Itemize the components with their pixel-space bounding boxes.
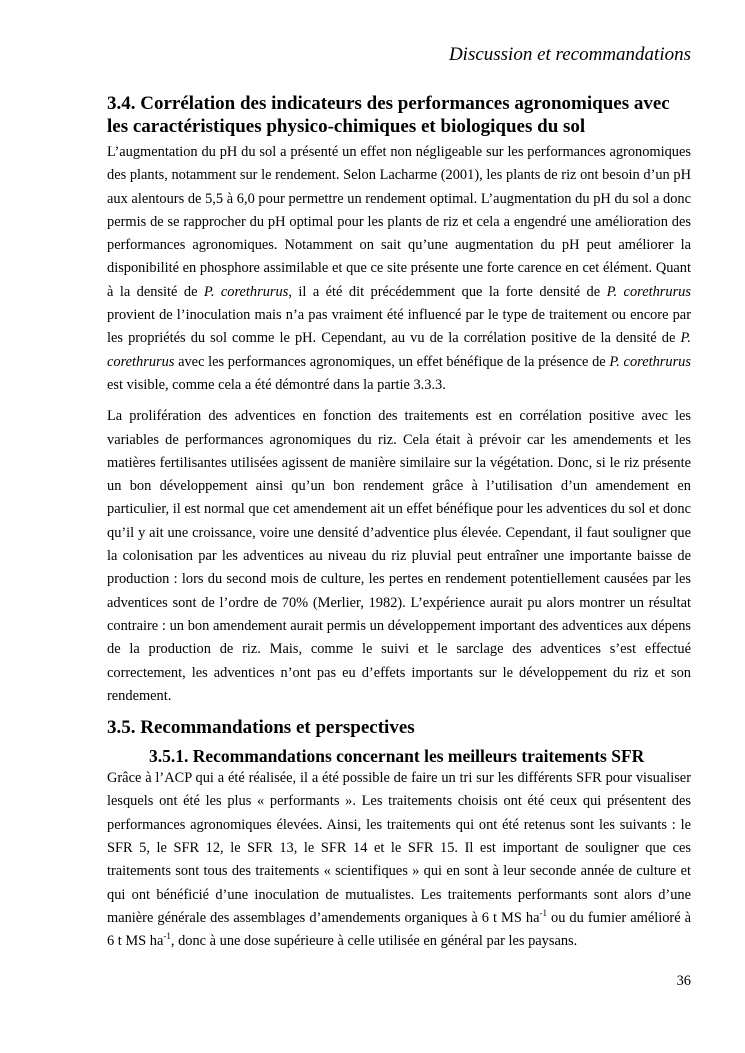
page-number: 36 bbox=[676, 973, 691, 989]
text-run: est visible, comme cela a été démontré dans la partie 3.3.3. bbox=[107, 376, 446, 393]
running-header: Discussion et recommandations bbox=[448, 44, 691, 65]
section-heading-3-5: 3.5. Recommandations et perspectives bbox=[107, 717, 415, 739]
text-run: ou du fumier amélioré à 6 t MS ha bbox=[107, 909, 691, 950]
subsection-heading-3-5-1: 3.5.1. Recommandations concernant les meilleurs traitements SFR bbox=[149, 746, 645, 767]
species-name: P. corethrurus bbox=[606, 283, 691, 300]
text-run: L’augmentation du pH du sol a présenté un effet non négligeable sur les performances agronomiques des plants, notamment sur le rendement. Selon Lacharme (2001), les plants de riz ont besoin d’un pH aux alentours de 5,5 à 6,0 pour permettre un rendement optimal. L’augmentation du pH du sol a donc permis de se rapprocher du pH optimal pour les plants de riz et cela a engendré une amélioration des performances agronomiques. Notamment on sait qu’une augmentation du pH peut améliorer la disponibilité en phosphore assimilable et que ce site présente une forte carence en cet élément. Quant à la densité de bbox=[107, 144, 691, 300]
text-run: provient de l’inoculation mais n’a pas vraiment été influencé par le type de traitement ou encore par les propriétés du sol comme le pH. Cependant, au vu de la corrélation positive de la densité de bbox=[107, 307, 691, 347]
paragraph-ph-correlation bbox=[107, 141, 691, 397]
species-name: P. corethrurus bbox=[203, 283, 289, 300]
superscript: -1 bbox=[539, 907, 547, 918]
text-run: Grâce à l’ACP qui a été réalisée, il a été possible de faire un tri sur les différents SFR pour visualiser lesquels ont été les plus « performants ». Les traitements choisis ont été ceux qui présentent des performances agronomiques élevées. Ainsi, les traitements qui ont été retenus sont les suivants : le SFR 5, le SFR 12, le SFR 13, le SFR 14 et le SFR 15. Il est important de souligner que ces traitements sont tous des traitements « scientifiques » qui en sont à leur seconde année de culture et qui ont bénéficié d’une inoculation de mutualistes. Les traitements performants sont alors d’une manière générale des assemblages d’amendements organiques à 6 t MS ha bbox=[107, 770, 691, 926]
superscript: -1 bbox=[163, 931, 171, 942]
text-run: avec les performances agronomiques, un effet bénéfique de la présence de bbox=[174, 353, 610, 370]
species-name: P. corethrurus bbox=[609, 353, 691, 370]
page-content bbox=[107, 92, 691, 954]
paragraph-weeds: La prolifération des adventices en fonction des traitements est en corrélation positive avec les variables de performances agronomiques du riz. Cela était à prévoir car les amendements et les matières fertilisantes utilisées agissent de manière similaire sur la végétation. Donc, si le riz présente un bon développement ainsi qu’un bon rendement grâce à l’utilisation d’un amendement en particulier, il est normal que cet amendement ait un effet bénéfique pour les adventices du sol et donc qu’il y ait une croissance, voire une densité d’adventice plus élevée. Cependant, il faut souligner que la colonisation par les adventices au niveau du riz pluvial peut entraîner une importante baisse de production : lors du second mois de culture, les pertes en rendement potentiellement causées par les adventices sont de l’ordre de 70% (Merlier, 1982). L’expérience aurait pu alors montrer un résultat contraire : un bon amendement aurait permis un développement important des adventices aux dépens de la production de riz. Mais, comme le suivi et le sarclage des adventices s’est effectué correctement, les adventices n’ont pas eu d’effets importants sur le développement du riz et son rendement. bbox=[107, 408, 691, 704]
text-run: , donc à une dose supérieure à celle utilisée en général par les paysans. bbox=[170, 933, 578, 950]
paragraph-recommendations bbox=[107, 767, 691, 953]
section-heading-3-4: 3.4. Corrélation des indicateurs des performances agronomiques avec les caractéristiques physico-chimiques et biologiques du sol bbox=[107, 93, 670, 137]
text-run: , il a été dit précédemment que la forte densité de bbox=[288, 283, 607, 300]
species-name: P. corethrurus bbox=[107, 330, 691, 370]
